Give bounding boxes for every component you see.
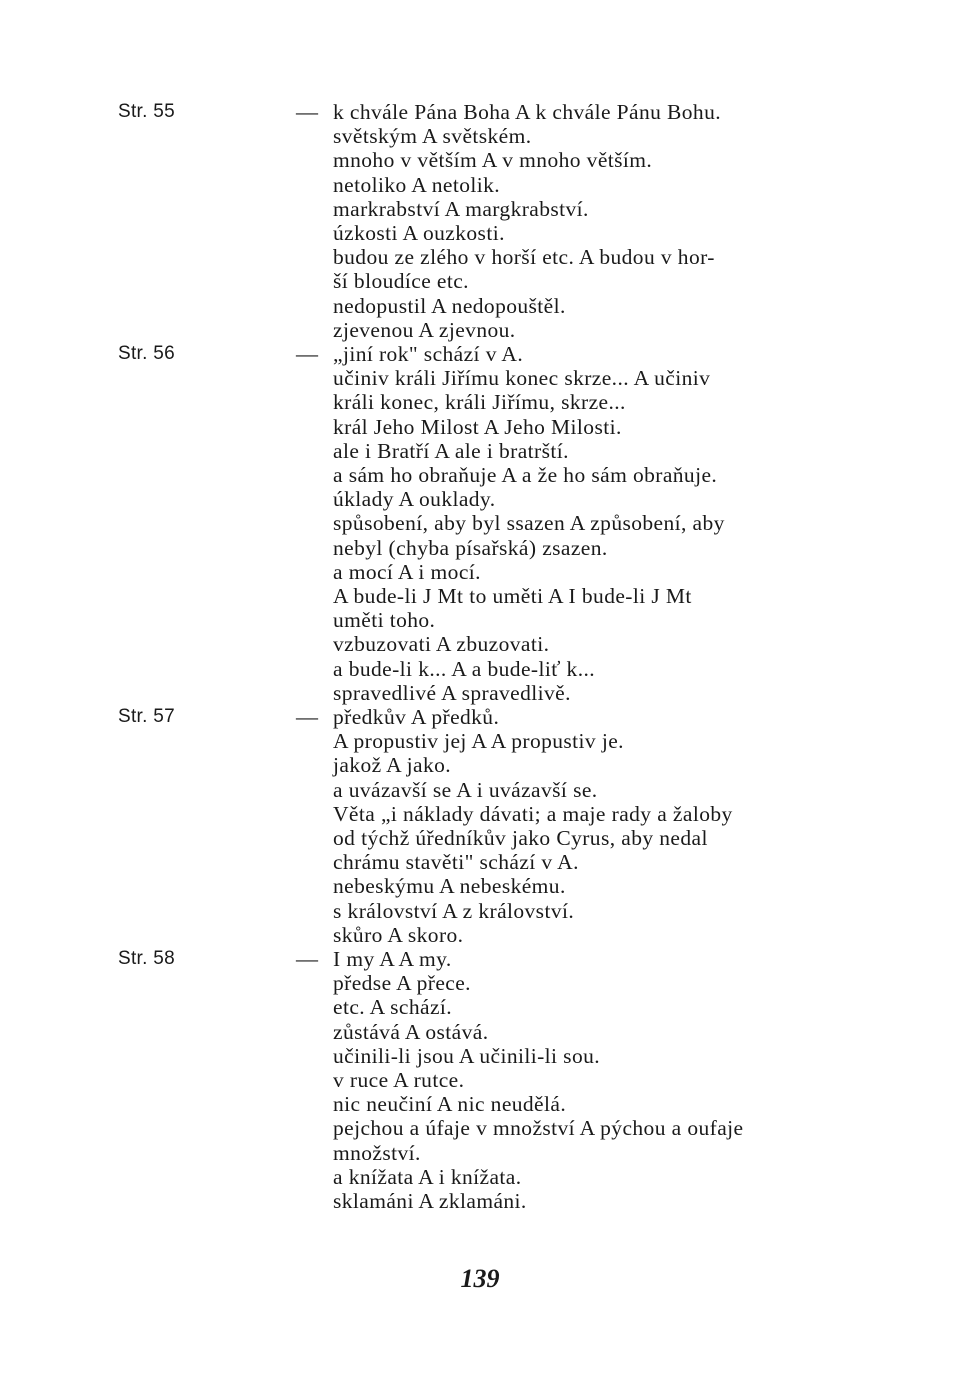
errata-line: ší bloudíce etc. bbox=[333, 269, 469, 294]
errata-line: úzkosti A ouzkosti. bbox=[333, 221, 505, 246]
errata-line: nic neučiní A nic neudělá. bbox=[333, 1092, 567, 1117]
page-reference-label: Str. 55 bbox=[118, 101, 176, 122]
errata-line: skůro A skoro. bbox=[333, 922, 464, 947]
errata-line: učiniv králi Jiřímu konec skrze... A učiniv bbox=[333, 366, 711, 391]
errata-line: a sám ho obraňuje A a že ho sám obraňuje. bbox=[333, 463, 718, 488]
errata-line: I my A A my. bbox=[333, 947, 452, 971]
errata-line: nedopustil A nedopouštěl. bbox=[333, 293, 566, 318]
page-reference-label: Str. 56 bbox=[118, 343, 176, 364]
errata-line: „jiní rok" schází v A. bbox=[333, 342, 524, 366]
entry-dash: — bbox=[296, 99, 318, 124]
errata-line: A propustiv jej A A propustiv je. bbox=[333, 729, 624, 754]
errata-line: chrámu stavěti" schází v A. bbox=[333, 850, 579, 875]
errata-line: A bude-li J Mt to uměti A I bude-li J Mt bbox=[333, 584, 692, 609]
errata-line: Věta „i náklady dávati; a maje rady a žaloby bbox=[333, 801, 733, 826]
errata-line: množství. bbox=[333, 1140, 421, 1165]
errata-line: vzbuzovati A zbuzovati. bbox=[333, 632, 550, 657]
errata-line: k chvále Pána Boha A k chvále Pánu Bohu. bbox=[333, 100, 721, 124]
errata-line: králi konec, králi Jiřímu, skrze... bbox=[333, 390, 626, 415]
errata-line: a bude-li k... A a bude-liť k... bbox=[333, 656, 596, 681]
errata-line: zjevenou A zjevnou. bbox=[333, 317, 516, 342]
errata-line: v ruce A rutce. bbox=[333, 1068, 465, 1093]
errata-list bbox=[333, 705, 853, 947]
page-reference-label: Str. 57 bbox=[118, 706, 176, 727]
errata-line: král Jeho Milost A Jeho Milosti. bbox=[333, 414, 622, 439]
entry-dash: — bbox=[296, 946, 318, 971]
errata-line: etc. A schází. bbox=[333, 995, 453, 1020]
errata-line: netoliko A netolik. bbox=[333, 172, 501, 197]
errata-line: a knížata A i knížata. bbox=[333, 1164, 522, 1189]
errata-line: ale i Bratří A ale i bratrští. bbox=[333, 438, 569, 463]
page-number: 139 bbox=[460, 1264, 500, 1293]
errata-line: s království A z království. bbox=[333, 898, 575, 923]
errata-line: uměti toho. bbox=[333, 608, 436, 633]
errata-line: od týchž úředníkův jako Cyrus, aby nedal bbox=[333, 826, 708, 851]
errata-line: učinili-li jsou A učinili-li sou. bbox=[333, 1043, 601, 1068]
errata-line: předkův A předků. bbox=[333, 705, 500, 729]
errata-line: spravedlivé A spravedlivě. bbox=[333, 680, 571, 705]
errata-line: nebeskýmu A nebeskému. bbox=[333, 874, 566, 899]
page-reference-label: Str. 58 bbox=[118, 948, 176, 969]
entry-dash: — bbox=[296, 704, 318, 729]
errata-line: jakož A jako. bbox=[333, 753, 452, 778]
errata-line: zůstává A ostává. bbox=[333, 1019, 489, 1044]
errata-line: pejchou a úfaje v množství A pýchou a oufaje bbox=[333, 1116, 744, 1141]
errata-list bbox=[333, 100, 853, 342]
entry-dash: — bbox=[296, 341, 318, 366]
errata-line: sklamáni A zklamáni. bbox=[333, 1189, 527, 1214]
errata-line: předse A přece. bbox=[333, 971, 471, 996]
errata-line: světským A světském. bbox=[333, 124, 532, 149]
errata-line: mnoho v větším A v mnoho větším. bbox=[333, 148, 653, 173]
errata-list bbox=[333, 342, 853, 705]
errata-list bbox=[333, 947, 853, 1213]
errata-line: a mocí A i mocí. bbox=[333, 559, 481, 584]
errata-line: budou ze zlého v horší etc. A budou v hor- bbox=[333, 245, 715, 270]
errata-line: spůsobení, aby byl ssazen A způsobení, aby bbox=[333, 511, 725, 536]
errata-line: markrabství A margkrabství. bbox=[333, 196, 589, 221]
errata-line: úklady A ouklady. bbox=[333, 487, 496, 512]
errata-line: a uvázavší se A i uvázavší se. bbox=[333, 777, 598, 802]
errata-line: nebyl (chyba písařská) zsazen. bbox=[333, 535, 608, 560]
